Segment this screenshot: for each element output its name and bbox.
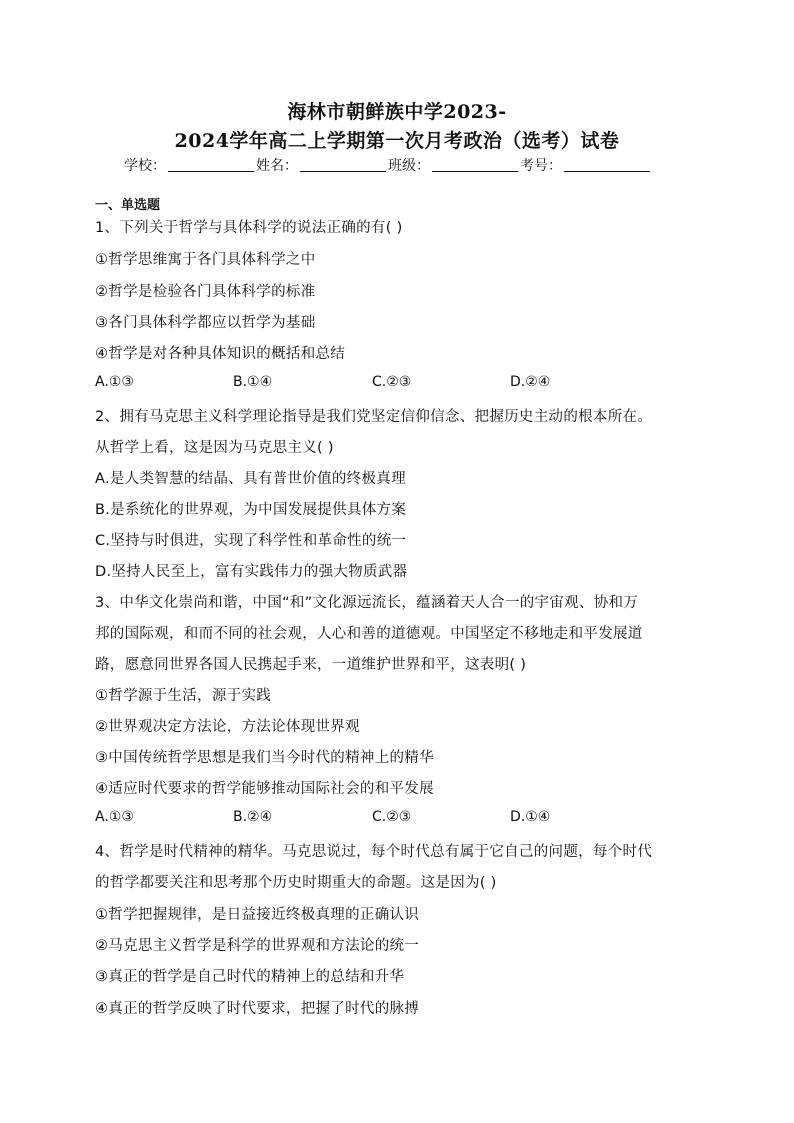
q3-choice-d: D.①④: [510, 809, 551, 825]
q1-choice-a: A.①③: [95, 374, 134, 390]
q3-stem-line1: 3、中华文化崇尚和谐，中国“和”文化源远流长，蕴涵着天人合一的宇宙观、协和万: [95, 595, 639, 611]
school-label: 学校：: [124, 158, 166, 174]
q1-stem: 1、下列关于哲学与具体科学的说法正确的有( ): [95, 220, 403, 236]
exam-title-line2: 2024学年高二上学期第一次月考政治（选考）试卷: [174, 130, 620, 152]
q3-item-1: ①哲学源于生活，源于实践: [95, 688, 272, 704]
q1-choice-b: B.①④: [233, 374, 273, 390]
q2-option-a: A.是人类智慧的结晶、具有普世价值的终极真理: [95, 471, 406, 487]
q2-stem-line1: 2、拥有马克思主义科学理论指导是我们党坚定信仰信念、把握历史主动的根本所在。: [95, 409, 653, 425]
q3-item-4: ④适应时代要求的哲学能够推动国际社会的和平发展: [95, 781, 434, 797]
q1-item-2: ②哲学是检验各门具体科学的标准: [95, 284, 316, 300]
school-blank: [168, 157, 254, 172]
q3-item-3: ③中国传统哲学思想是我们当今时代的精神上的精华: [95, 750, 434, 766]
q1-item-1: ①哲学思维寓于各门具体科学之中: [95, 252, 316, 268]
q4-item-3: ③真正的哲学是自己时代的精神上的总结和升华: [95, 969, 405, 985]
q4-stem-line2: 的哲学都要关注和思考那个历史时期重大的命题。这是因为( ): [95, 875, 497, 891]
q3-choice-b: B.②④: [233, 809, 273, 825]
exam-number-label: 考号：: [520, 158, 562, 174]
q2-stem-line2: 从哲学上看，这是因为马克思主义( ): [95, 440, 334, 456]
q1-choice-c: C.②③: [372, 374, 412, 390]
q3-stem-line3: 路，愿意同世界各国人民携起手来，一道维护世界和平，这表明( ): [95, 657, 527, 673]
student-info-row: [124, 155, 652, 175]
exam-number-blank: [564, 157, 650, 172]
name-label: 姓名：: [256, 158, 298, 174]
q2-option-d: D.坚持人民至上，富有实践伟力的强大物质武器: [95, 564, 408, 580]
q1-choice-d: D.②④: [510, 374, 551, 390]
q3-stem-line2: 邦的国际观，和而不同的社会观，人心和善的道德观。中国坚定不移地走和平发展道: [95, 626, 643, 642]
q4-item-1: ①哲学把握规律，是日益接近终极真理的正确认识: [95, 907, 420, 923]
class-label: 班级：: [388, 158, 430, 174]
class-blank: [432, 157, 518, 172]
section-heading: 一、单选题: [95, 198, 161, 213]
q3-item-2: ②世界观决定方法论，方法论体现世界观: [95, 719, 360, 735]
q1-item-4: ④哲学是对各种具体知识的概括和总结: [95, 346, 346, 362]
q4-item-2: ②马克思主义哲学是科学的世界观和方法论的统一: [95, 938, 420, 954]
q2-option-b: B.是系统化的世界观，为中国发展提供具体方案: [95, 502, 407, 518]
q3-choice-c: C.②③: [372, 809, 412, 825]
q3-choice-a: A.①③: [95, 809, 134, 825]
name-blank: [300, 157, 386, 172]
q1-item-3: ③各门具体科学都应以哲学为基础: [95, 315, 316, 331]
exam-title-line1: 海林市朝鲜族中学2023-: [287, 101, 507, 123]
q2-option-c: C.坚持与时俱进，实现了科学性和革命性的统一: [95, 533, 407, 549]
q4-stem-line1: 4、哲学是时代精神的精华。马克思说过，每个时代总有属于它自己的问题，每个时代: [95, 844, 653, 860]
q4-item-4: ④真正的哲学反映了时代要求，把握了时代的脉搏: [95, 1001, 420, 1017]
